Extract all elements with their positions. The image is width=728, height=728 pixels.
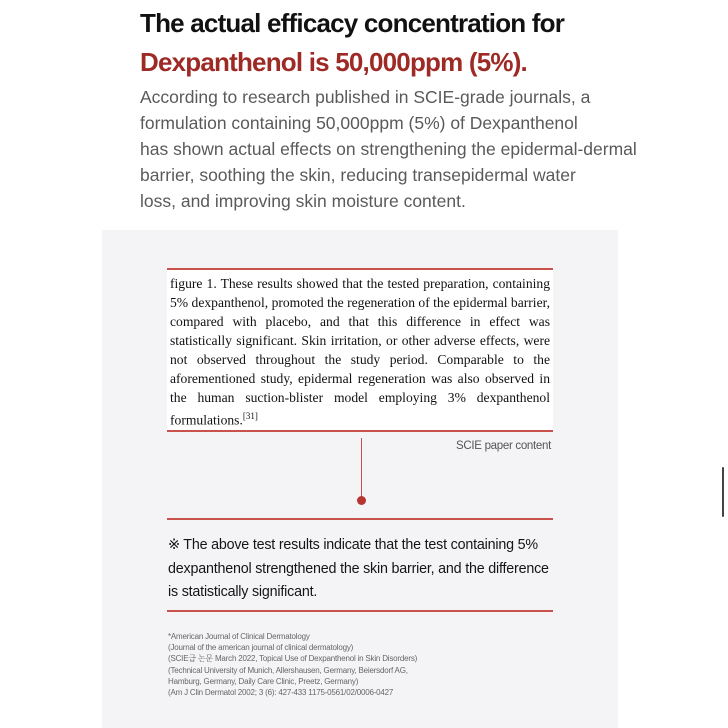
conclusion-line: dexpanthenol strengthened the skin barrier, and the difference: [168, 560, 549, 577]
headline: [140, 4, 610, 82]
intro-line: formulation containing 50,000ppm (5%) of Dexpanthenol: [140, 113, 578, 133]
reference-line: *American Journal of Clinical Dermatology: [168, 632, 310, 641]
conclusion-bottom-rule: [167, 610, 553, 612]
conclusion-text: [168, 534, 560, 605]
intro-line: barrier, soothing the skin, reducing transepidermal water: [140, 165, 576, 185]
connector-line: [361, 438, 362, 499]
reference-line: (Am J Clin Dermatol 2002; 3 (6): 427-433 1175-0561/02/0006-0427: [168, 688, 394, 698]
paper-excerpt-text: [167, 270, 553, 430]
connector-dot: [357, 496, 366, 505]
excerpt-caption: SCIE paper content: [456, 440, 551, 452]
conclusion-top-rule: [167, 518, 553, 520]
excerpt-body: figure 1. These results showed that the tested preparation, containing 5% dexpanthenol, promoted the regeneration of the epidermal barrier, compared with placebo, and that this difference in effect was statistically significant. Skin irritation, or other adverse effects, were not observed throughout the study period. Comparable to the aforementioned study, epidermal regeneration was also observed in the human suction-blister model employing 3% dexpanthenol formulations.: [170, 276, 550, 428]
headline-line-2: Dexpanthenol is 50,000ppm (5%).: [140, 47, 527, 77]
excerpt-citation: [31]: [242, 411, 258, 421]
references: [168, 631, 588, 698]
intro-line: According to research published in SCIE-grade journals, a: [140, 87, 591, 107]
conclusion-line: ※ The above test results indicate that the test containing 5%: [168, 537, 538, 553]
reference-line: (Technical University of Munich, Allershausen, Germany, Beiersdorf AG,: [168, 665, 408, 675]
reference-line: (Journal of the american journal of clinical dermatology): [168, 643, 354, 653]
reference-line: Hamburg, Germany, Daily Care Clinic, Preetz, Germany): [168, 676, 359, 686]
intro-line: has shown actual effects on strengthening the epidermal-dermal: [140, 139, 637, 159]
headline-line-1: The actual efficacy concentration for: [140, 8, 565, 38]
conclusion-line: is statistically significant.: [168, 584, 318, 600]
reference-line: (SCIE급 논문 March 2022, Topical Use of Dexpanthenol in Skin Disorders): [168, 654, 418, 664]
scrollbar-thumb[interactable]: [722, 467, 724, 517]
paper-excerpt: [167, 268, 553, 432]
intro-paragraph: [140, 84, 637, 214]
intro-line: loss, and improving skin moisture content.: [140, 191, 466, 211]
